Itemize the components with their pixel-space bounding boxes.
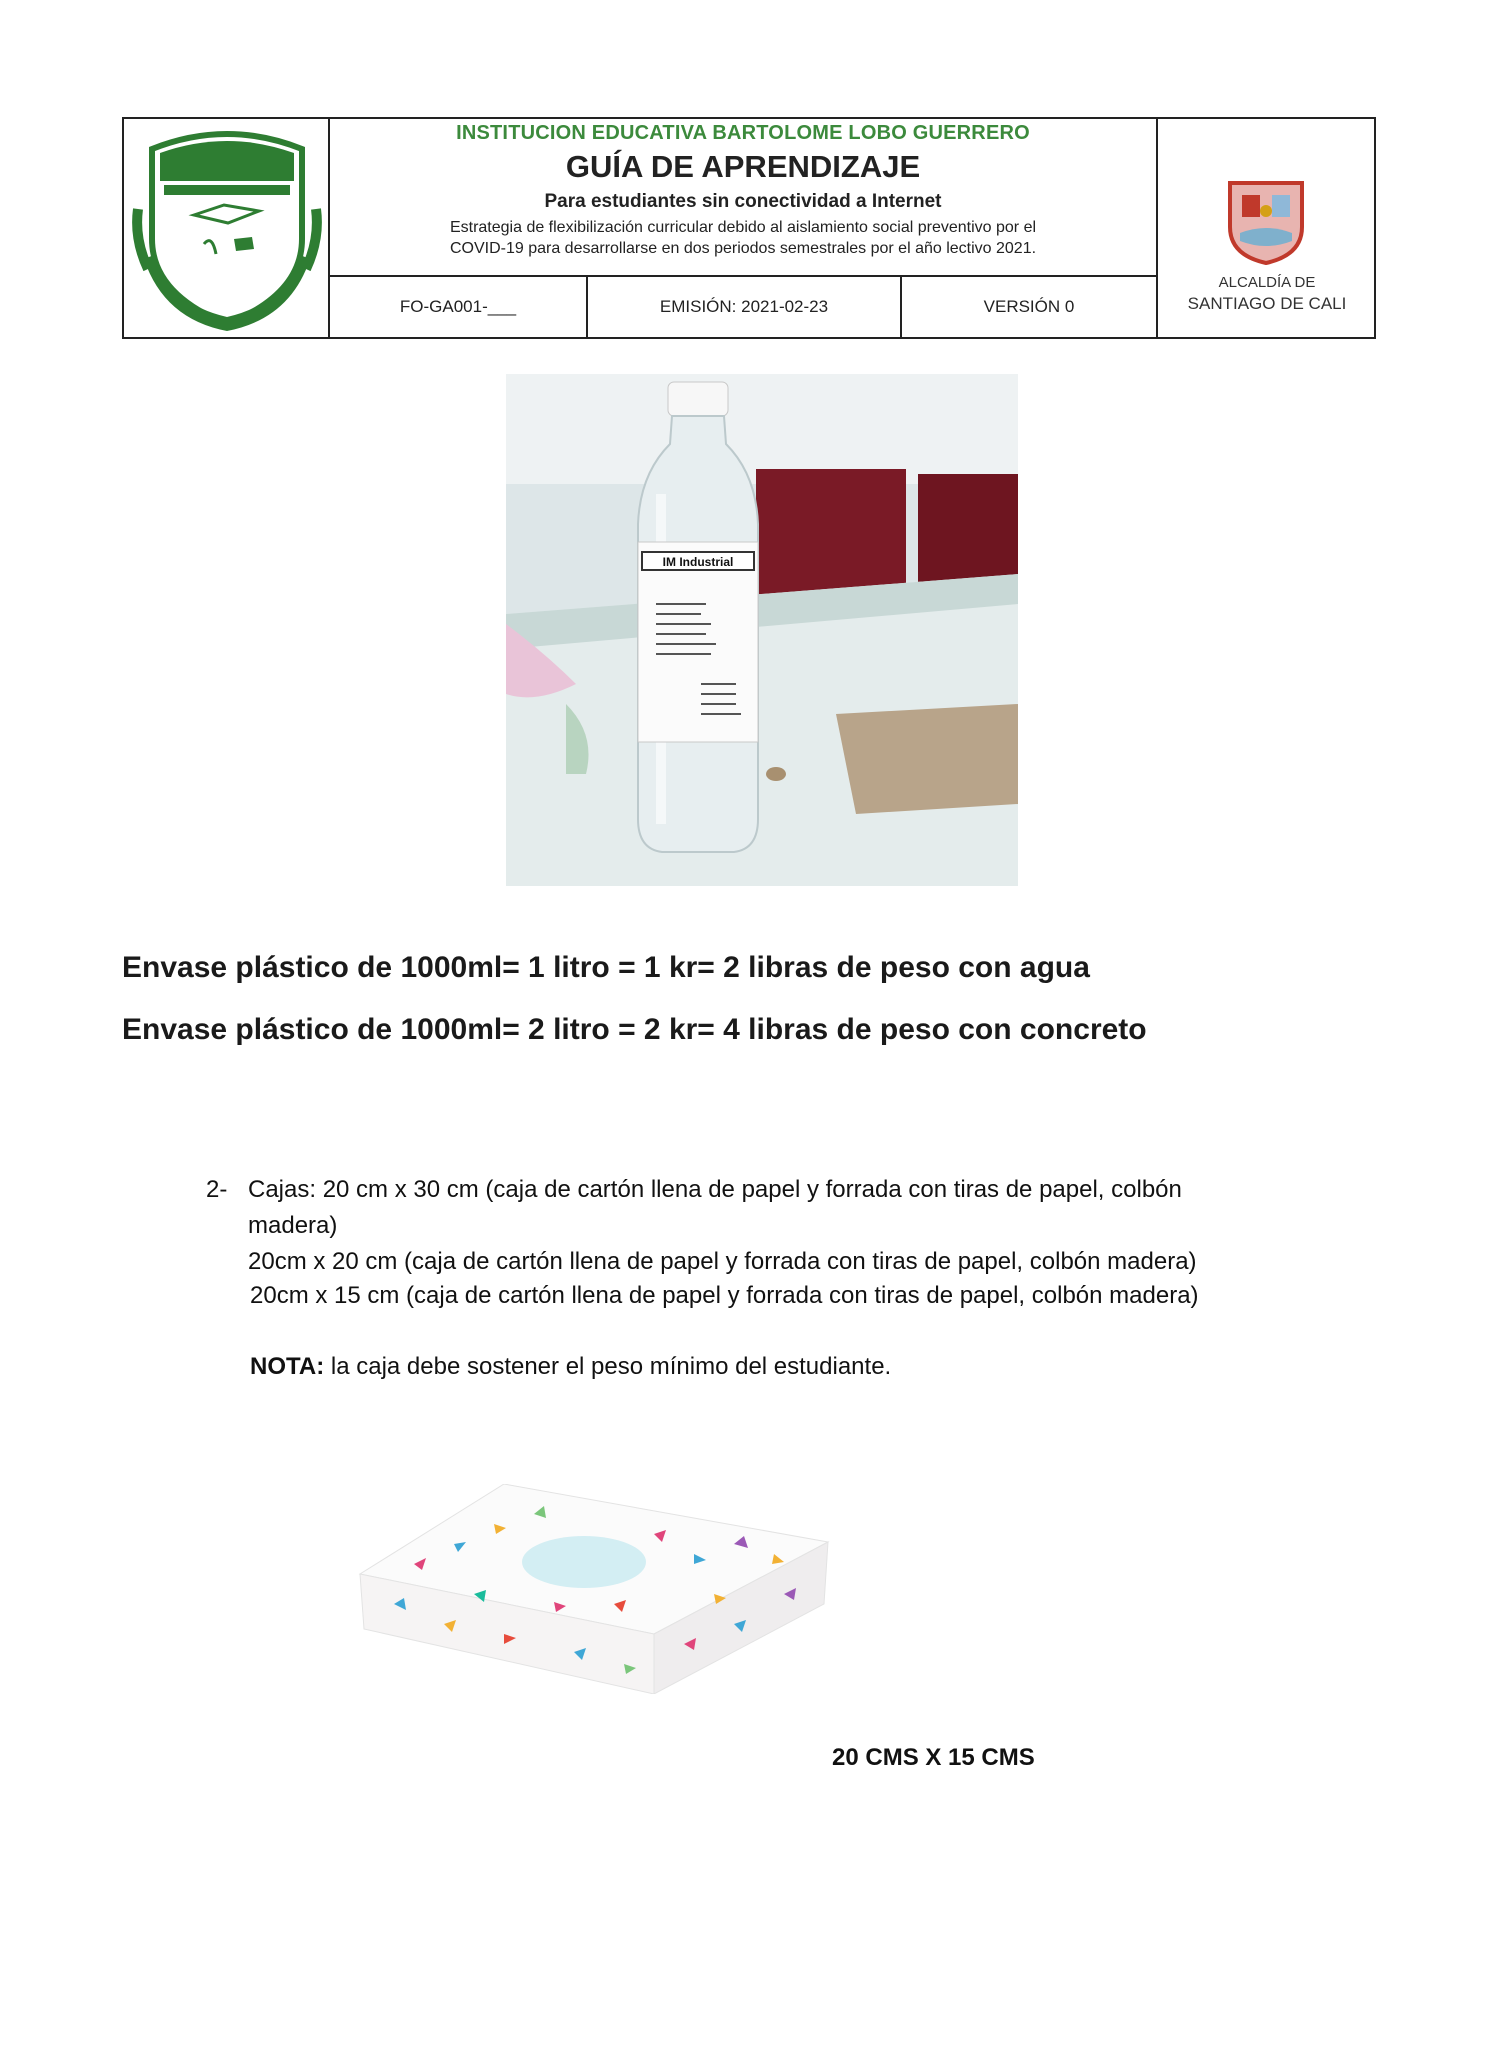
strategy-line-1: Estrategia de flexibilización curricular debido al aislamiento social preventivo por el [449,219,1037,236]
document-title: GUÍA DE APRENDIZAJE [565,149,921,184]
municipality-line-2: SANTIAGO DE CALI [1187,294,1347,313]
note-label: NOTA: [250,1353,325,1380]
equivalence-water: Envase plástico de 1000ml= 1 litro = 1 kr= 2 libras de peso con agua [122,951,1090,984]
version-number: VERSIÓN 0 [983,297,1075,316]
equivalence-concrete: Envase plástico de 1000ml= 2 litro = 2 kr= 4 libras de peso con concreto [122,1013,1147,1046]
patterned-box-photo [354,1484,834,1694]
cali-coat-of-arms-icon [1220,175,1312,267]
boxes-line-2: 20cm x 20 cm (caja de cartón llena de papel y forrada con tiras de papel, colbón madera) [248,1248,1197,1275]
emission-date: EMISIÓN: 2021-02-23 [659,297,829,316]
water-bottle-photo [506,374,1018,886]
strategy-line-2: COVID-19 para desarrollarse en dos periodos semestrales por el año lectivo 2021. [449,240,1037,257]
form-code: FO-GA001-___ [399,297,517,316]
boxes-line-3: 20cm x 15 cm (caja de cartón llena de papel y forrada con tiras de papel, colbón madera) [250,1282,1199,1309]
school-logo-cell [124,119,330,337]
strategy-description [330,217,1156,259]
box-caption: 20 CMS X 15 CMS [832,1744,1035,1771]
municipality-line-1: ALCALDÍA DE [1218,274,1316,291]
institution-name: INSTITUCION EDUCATIVA BARTOLOME LOBO GUERRERO [456,122,1030,144]
item-number: 2- [206,1176,228,1203]
header-title-cell [330,119,1158,277]
bottle-label-text: IM Industrial [662,555,734,569]
boxes-note [250,1353,891,1381]
note-text: la caja debe sostener el peso mínimo del estudiante. [324,1353,892,1380]
school-shield-logo [124,119,330,337]
municipality-cell [1158,119,1376,337]
document-subtitle: Para estudiantes sin conectividad a Internet [544,191,942,212]
emission-cell [588,277,902,339]
form-code-cell [330,277,588,339]
boxes-line-1-continued: madera) [248,1212,338,1239]
boxes-line-1: Cajas: 20 cm x 30 cm (caja de cartón llena de papel y forrada con tiras de papel, colbón [248,1176,1182,1203]
header-table [122,117,1376,339]
version-cell [902,277,1158,339]
